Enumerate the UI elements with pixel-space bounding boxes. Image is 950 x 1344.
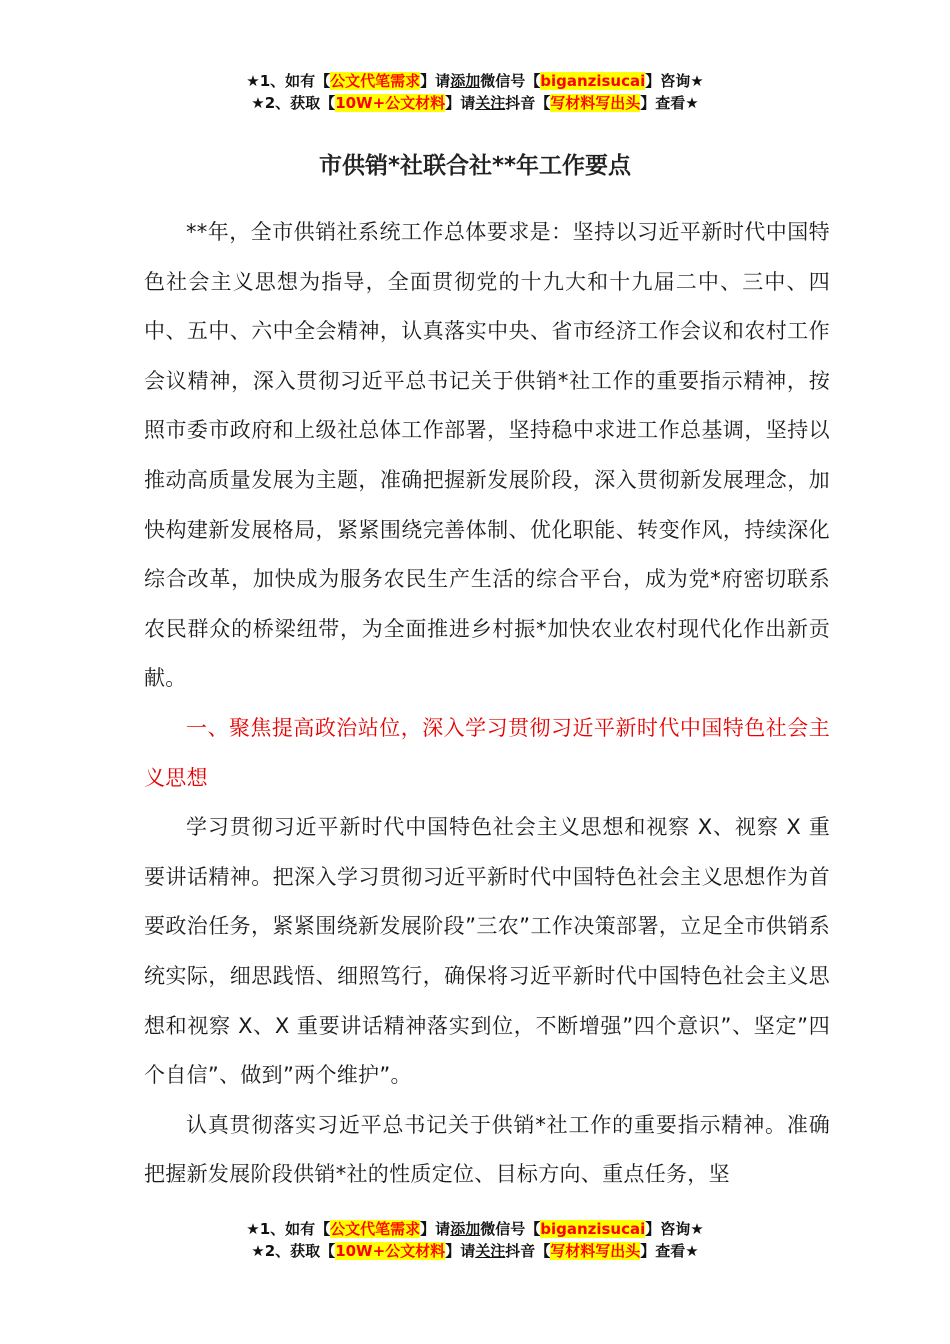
promo-wechat-id: biganzisucai	[540, 1220, 646, 1238]
promo-text: 微信号【	[480, 72, 541, 90]
promo-text: ★1、如有【	[246, 72, 331, 90]
promo-text: ★2、获取【	[251, 1242, 336, 1260]
promo-underline: 添加	[450, 1220, 481, 1238]
promo-douyin-id: 写材料写出头	[550, 94, 641, 112]
promo-text: 抖音【	[505, 94, 551, 112]
paragraph: 学习贯彻习近平新时代中国特色社会主义思想和视察 X、视察 X 重要讲话精神。把深入学习贯彻习近平新时代中国特色社会主义思想作为首要政治任务，紧紧围绕新发展阶段”三农”工作决策部署，立足全市供销系统实际，细思践悟、细照笃行，确保将习近平新时代中国特色社会主义思想和视察 X、X 重要讲话精神落实到位，不断增强”四个意识”、坚定”四个自信”、做到”两个维护”。	[144, 815, 830, 1088]
paragraph-intro: **年，全市供销社系统工作总体要求是：坚持以习近平新时代中国特色社会主义思想为指导，全面贯彻党的十九大和十九届二中、三中、四中、五中、六中全会精神，认真落实中央、省市经济工作会议和农村工作会议精神，深入贯彻习近平总书记关于供销*社工作的重要指示精神，按照市委市政府和上级社总体工作部署，坚持稳中求进工作总基调，坚持以推动高质量发展为主题，准确把握新发展阶段，深入贯彻新发展理念，加快构建新发展格局，紧紧围绕完善体制、优化职能、转变作风，持续深化综合改革，加快成为服务农民生产生活的综合平台，成为党*府密切联系农民群众的桥梁纽带，为全面推进乡村振*加快农业农村现代化作出新贡献。	[144, 220, 830, 691]
promo-text: ★1、如有【	[246, 1220, 331, 1238]
promo-text: 】查看★	[640, 1242, 699, 1260]
promo-line-1	[0, 1218, 950, 1240]
promo-text: 】咨询★	[645, 1220, 704, 1238]
paragraph: 认真贯彻落实习近平总书记关于供销*社工作的重要指示精神。准确把握新发展阶段供销*社的性质定位、目标方向、重点任务，坚	[144, 1112, 830, 1187]
promo-underline: 添加	[450, 72, 481, 90]
promo-line-1	[0, 70, 950, 92]
promo-highlight: 10W+公文材料	[335, 1242, 446, 1260]
promo-text: 】请	[420, 1220, 451, 1238]
promo-text: 】咨询★	[645, 72, 704, 90]
promo-text: 】请	[445, 94, 476, 112]
promo-text: 】请	[420, 72, 451, 90]
promo-text: 微信号【	[480, 1220, 541, 1238]
promo-line-2	[0, 92, 950, 114]
promo-text: 】请	[445, 1242, 476, 1260]
promo-text: 】查看★	[640, 94, 699, 112]
promo-banner-bottom	[0, 1218, 950, 1262]
document-body	[144, 208, 830, 1200]
promo-wechat-id: biganzisucai	[540, 72, 646, 90]
promo-highlight: 公文代笔需求	[330, 72, 421, 90]
promo-banner-top	[0, 70, 950, 114]
promo-highlight: 公文代笔需求	[330, 1220, 421, 1238]
promo-text: ★2、获取【	[251, 94, 336, 112]
promo-underline: 关注	[475, 94, 506, 112]
promo-douyin-id: 写材料写出头	[550, 1242, 641, 1260]
document-title: 市供销*社联合社**年工作要点	[318, 153, 632, 179]
promo-line-2	[0, 1240, 950, 1262]
promo-text: 抖音【	[505, 1242, 551, 1260]
promo-underline: 关注	[475, 1242, 506, 1260]
promo-highlight: 10W+公文材料	[335, 94, 446, 112]
section-heading-1: 一、聚焦提高政治站位，深入学习贯彻习近平新时代中国特色社会主义思想	[144, 715, 830, 790]
